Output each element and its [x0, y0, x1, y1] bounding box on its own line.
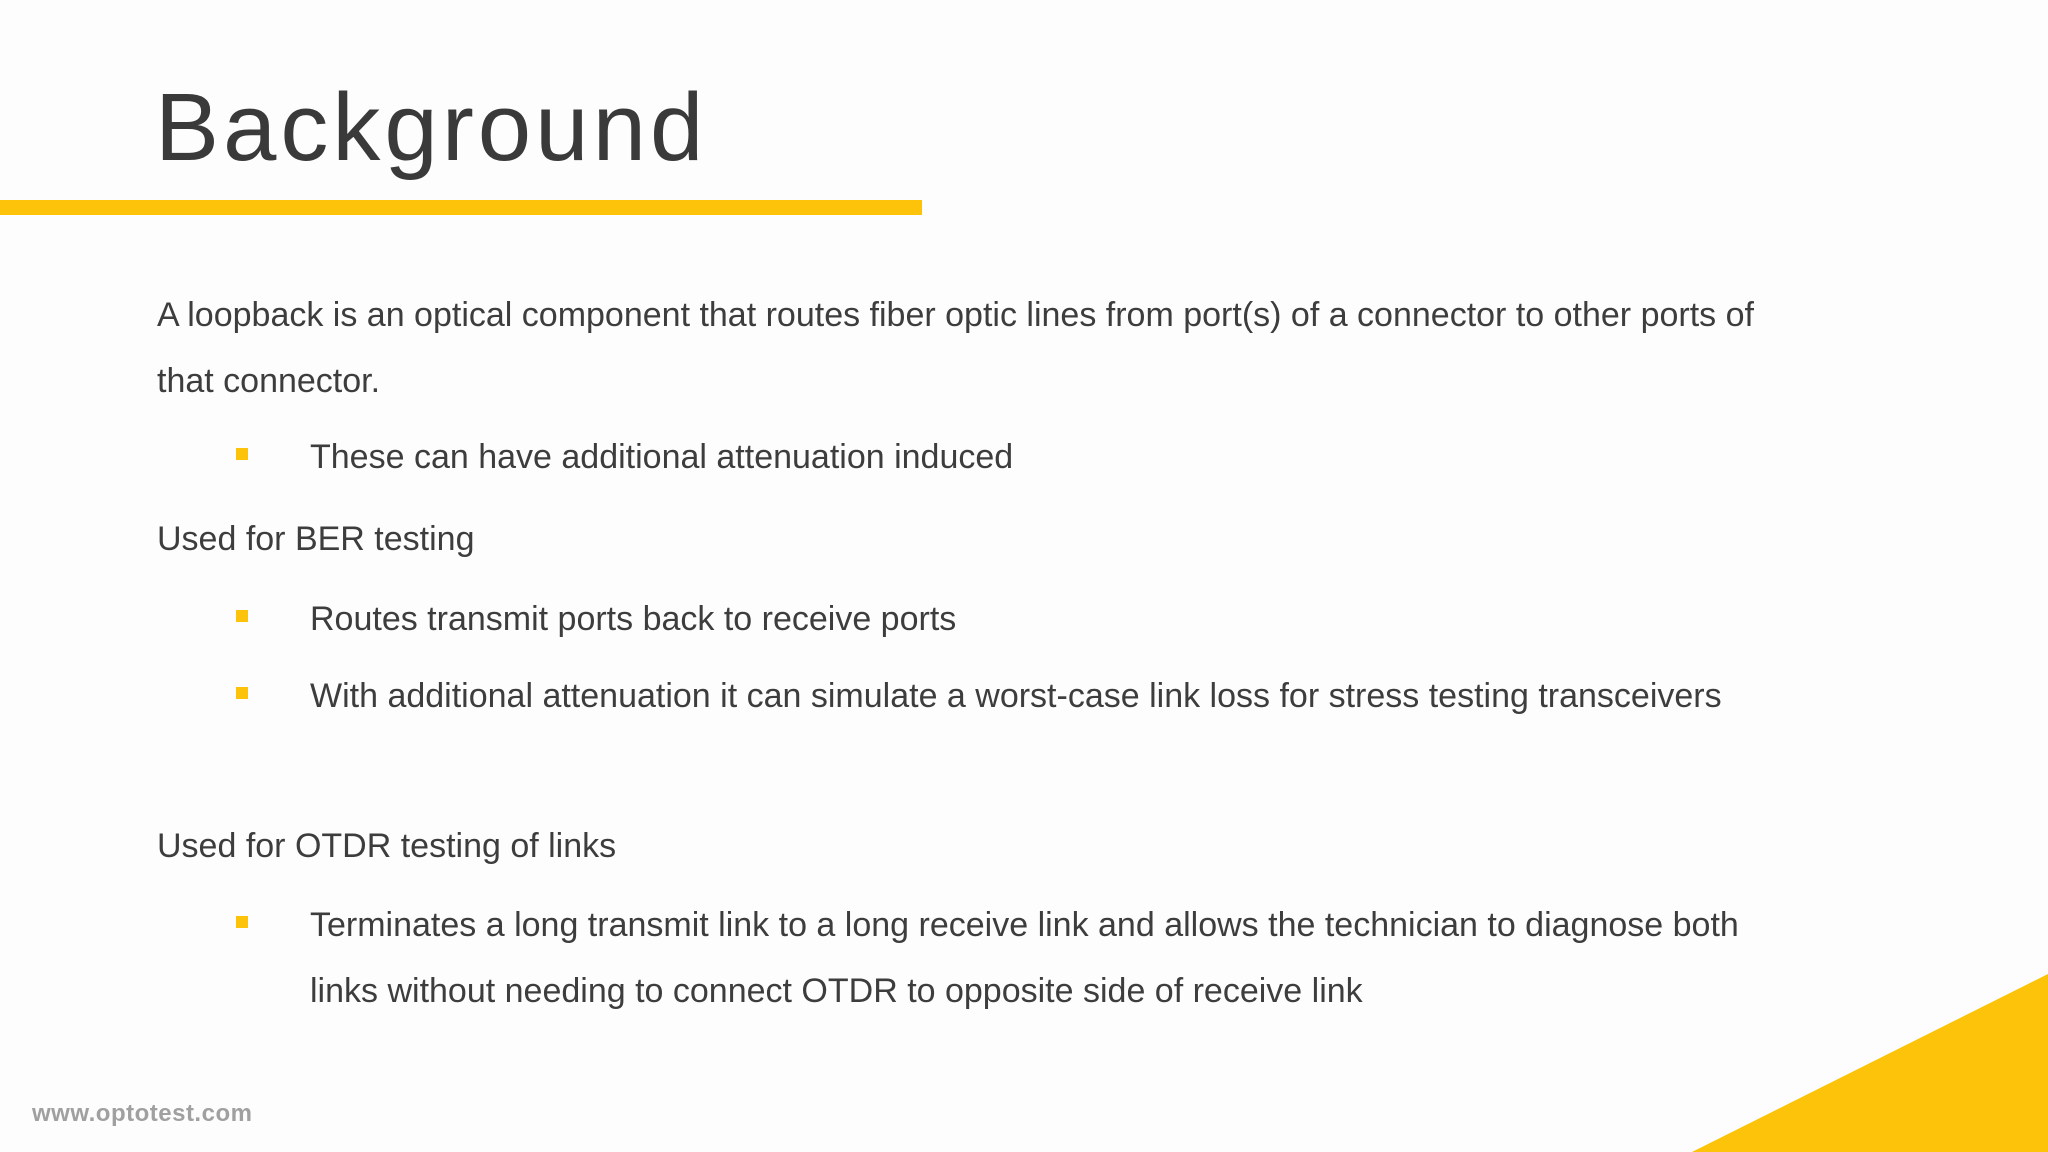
bullet-text: These can have additional attenuation induced [310, 438, 1014, 476]
bullet-text: Terminates a long transmit link to a long receive link and allows the technician to diagnose both links without needing to connect OTDR to opposite side of receive link [310, 906, 1739, 1010]
square-bullet-icon [236, 610, 248, 622]
bullet-text: With additional attenuation it can simulate a worst-case link loss for stress testing transceivers [310, 677, 1722, 715]
square-bullet-icon [236, 687, 248, 699]
intro-paragraph: A loopback is an optical component that routes fiber optic lines from port(s) of a connector to other ports of that connector. [157, 296, 1754, 400]
square-bullet-icon [236, 916, 248, 928]
section-heading-otdr: Used for OTDR testing of links [157, 827, 617, 865]
square-bullet-icon [236, 448, 248, 460]
bullet-text: Routes transmit ports back to receive ports [310, 600, 957, 638]
section-heading-ber: Used for BER testing [157, 520, 475, 558]
title-underline-bar [0, 200, 922, 215]
slide-title: Background [155, 74, 708, 181]
footer-website-url: www.optotest.com [32, 1100, 253, 1127]
